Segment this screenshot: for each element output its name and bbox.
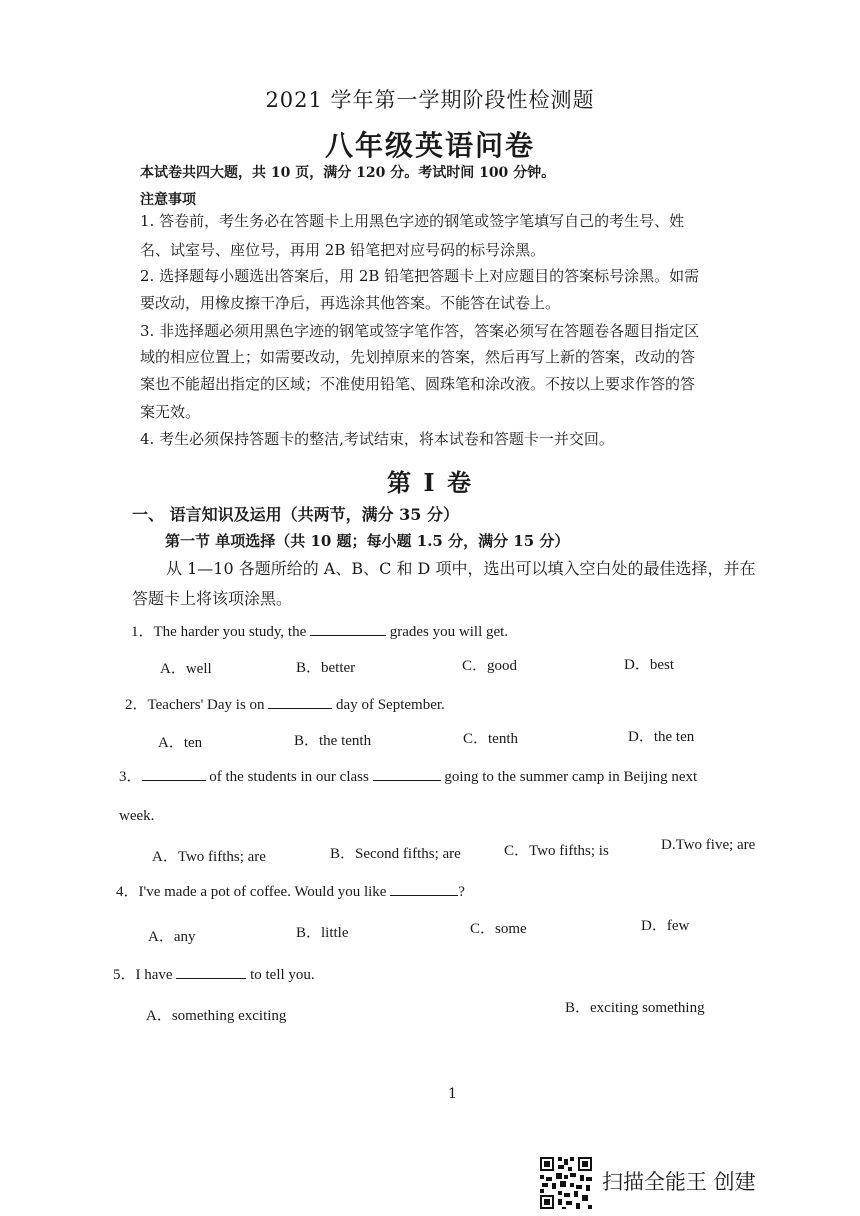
option: C．tenth	[463, 731, 518, 747]
answer-blank	[390, 881, 458, 896]
answer-blank	[268, 694, 332, 709]
question-5: 5．I have to tell you.	[113, 963, 315, 984]
exam-title: 2021 学年第一学期阶段性检测题	[265, 88, 595, 112]
question-number: 5．	[113, 967, 136, 983]
option: A．Two fifths; are	[152, 849, 266, 865]
question-4: 4．I've made a pot of coffee. Would you like ?	[116, 880, 465, 901]
option: B．exciting something	[565, 1000, 705, 1016]
question-number: 3．	[119, 769, 142, 785]
question-1: 1．The harder you study, the grades you will get.	[131, 620, 508, 641]
option: B．the tenth	[294, 733, 372, 749]
notice-line: 4. 考生必须保持答题卡的整洁,考试结束，将本试卷和答题卡一并交回。	[140, 430, 614, 448]
qr-code-icon	[538, 1155, 594, 1211]
notice-line: 案也不能超出指定的区域；不准使用铅笔、圆珠笔和涂改液。不按以上要求作答的答	[140, 375, 696, 393]
notice-line: 2. 选择题每小题选出答案后，用 2B 铅笔把答题卡上对应题目的答案标号涂黑。如需	[140, 267, 700, 285]
exam-intro: 本试卷共四大题，共 10 页，满分 120 分。考试时间 100 分钟。	[140, 165, 556, 181]
page-number: 1	[448, 1086, 457, 1102]
question-number: 1．	[131, 624, 154, 640]
answer-blank	[373, 766, 441, 781]
instruction-line: 答题卡上将该项涂黑。	[132, 589, 293, 608]
notice-heading: 注意事项	[140, 192, 196, 208]
answer-blank	[176, 964, 246, 979]
notice-line: 名、试室号、座位号，再用 2B 铅笔把对应号码的标号涂黑。	[140, 241, 546, 259]
scanner-watermark: 扫描全能王 创建	[602, 1170, 756, 1194]
answer-blank	[142, 766, 206, 781]
option: C．Two fifths; is	[504, 843, 609, 859]
section-heading: 一、 语言知识及运用（共两节，满分 35 分）	[132, 505, 459, 524]
question-3: 3． of the students in our class going to the summer camp in Beijing next	[119, 765, 697, 786]
answer-blank	[310, 621, 386, 636]
option: A．any	[148, 929, 196, 945]
option: D．the ten	[628, 729, 695, 745]
notice-line: 要改动，用橡皮擦干净后，再选涂其他答案。不能答在试卷上。	[140, 294, 561, 312]
instruction-line: 从 1—10 各题所给的 A、B、C 和 D 项中，选出可以填入空白处的最佳选择，并在	[166, 559, 756, 578]
option: D．few	[641, 918, 690, 934]
notice-line: 域的相应位置上；如需要改动，先划掉原来的答案，然后再写上新的答案，改动的答	[140, 348, 696, 366]
notice-line: 案无效。	[140, 403, 201, 421]
part-title: 第 I 卷	[387, 468, 473, 497]
option: A．something exciting	[146, 1008, 287, 1024]
option: C．some	[470, 921, 527, 937]
option: B．Second fifths; are	[330, 846, 461, 862]
notice-line: 1. 答卷前，考生务必在答题卡上用黑色字迹的钢笔或签字笔填写自己的考生号、姓	[140, 212, 685, 230]
question-3-continued: week.	[119, 808, 155, 824]
option: D．best	[624, 657, 674, 673]
question-number: 4．	[116, 884, 139, 900]
option: B．little	[296, 925, 349, 941]
option: A．ten	[158, 735, 203, 751]
exam-subtitle: 八年级英语问卷	[324, 129, 535, 162]
option: C．good	[462, 658, 518, 674]
notice-line: 3. 非选择题必须用黑色字迹的钢笔或签字笔作答，答案必须写在答题卷各题目指定区	[140, 322, 700, 340]
option: A．well	[160, 661, 212, 677]
question-number: 2．	[125, 697, 148, 713]
subsection-heading: 第一节 单项选择（共 10 题；每小题 1.5 分，满分 15 分）	[165, 532, 570, 550]
question-2: 2．Teachers' Day is on day of September.	[125, 693, 445, 714]
option: B．better	[296, 660, 356, 676]
option: D.Two five; are	[661, 837, 756, 853]
